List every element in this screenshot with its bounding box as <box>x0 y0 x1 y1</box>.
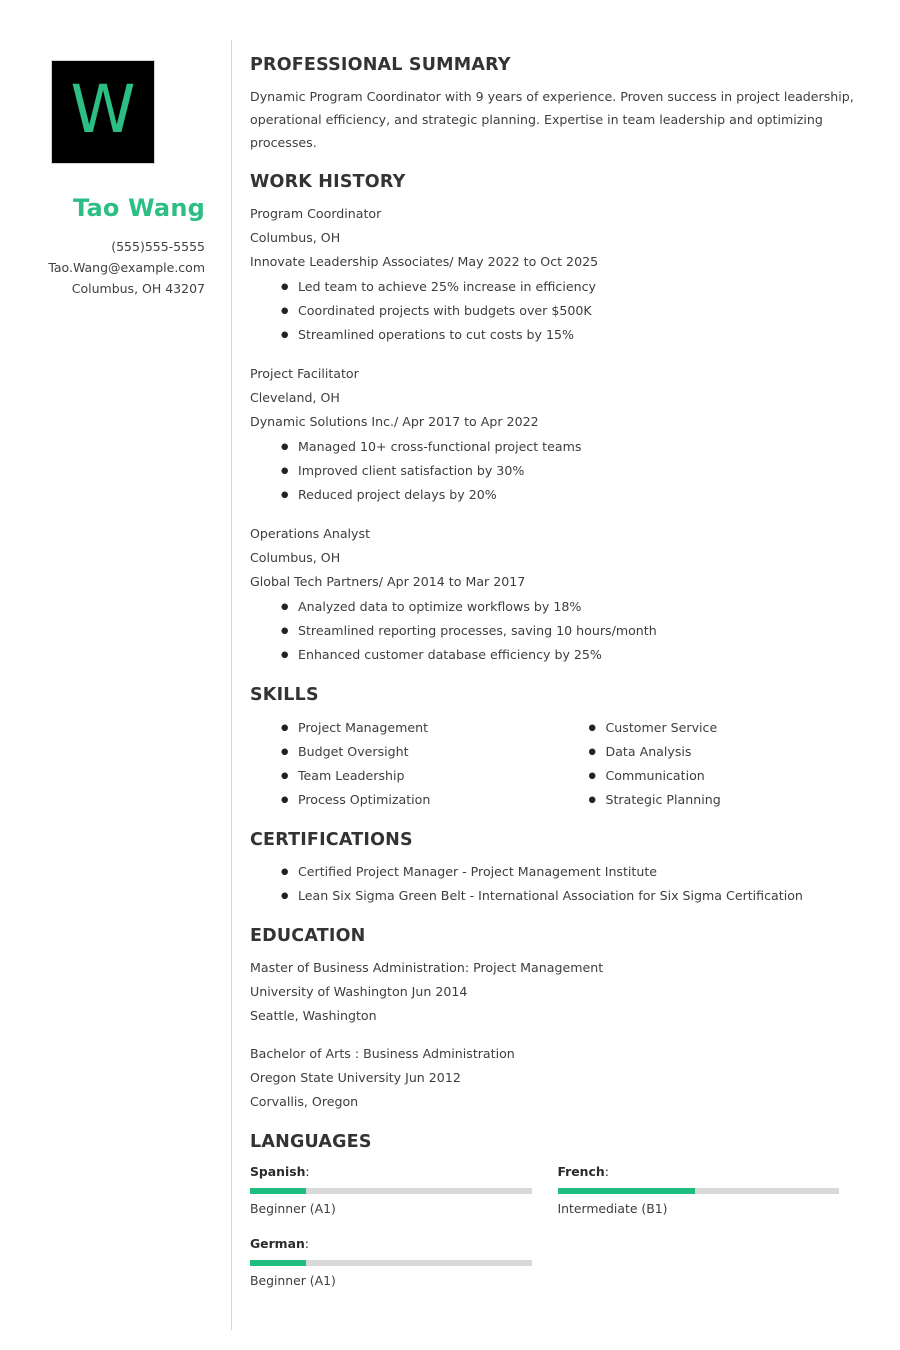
certification-item: ● Certified Project Manager - Project Management Institute <box>281 860 865 884</box>
section-languages <box>250 1132 865 1306</box>
education-item <box>250 1042 865 1114</box>
monogram-logo <box>51 60 155 164</box>
job-bullet: ● Managed 10+ cross-functional project teams <box>281 435 865 459</box>
section-professional-summary <box>250 55 865 154</box>
job-role: Program Coordinator <box>250 206 382 221</box>
language-progress-bar <box>558 1188 840 1194</box>
contact-email: Tao.Wang@example.com <box>48 259 205 275</box>
skill-item: ● Communication <box>589 764 866 788</box>
resume-main <box>232 0 900 1350</box>
language-level: Beginner (A1) <box>250 1201 336 1216</box>
job-bullet: ● Improved client satisfaction by 30% <box>281 459 865 483</box>
job-bullet: ● Enhanced customer database efficiency by 25% <box>281 643 865 667</box>
skill-item: ● Strategic Planning <box>589 788 866 812</box>
section-title-certifications: CERTIFICATIONS <box>250 830 413 850</box>
education-school: Oregon State University Jun 2012 <box>250 1070 461 1085</box>
language-level: Beginner (A1) <box>250 1273 336 1288</box>
job-company-dates: Innovate Leadership Associates/ May 2022 to Oct 2025 <box>250 254 599 269</box>
section-work-history <box>250 172 865 667</box>
language-item <box>558 1162 866 1219</box>
section-title-summary: PROFESSIONAL SUMMARY <box>250 55 511 75</box>
language-name: Spanish: <box>250 1164 310 1179</box>
education-location: Corvallis, Oregon <box>250 1094 359 1109</box>
language-name: German: <box>250 1236 309 1251</box>
language-progress-fill <box>558 1188 696 1194</box>
skill-item: ● Project Management <box>281 716 558 740</box>
education-school: University of Washington Jun 2014 <box>250 984 468 999</box>
contact-location: Columbus, OH 43207 <box>71 280 205 296</box>
skill-item: ● Budget Oversight <box>281 740 558 764</box>
language-item <box>250 1162 558 1219</box>
language-progress-bar <box>250 1188 532 1194</box>
job-company-dates: Dynamic Solutions Inc./ Apr 2017 to Apr 2022 <box>250 414 539 429</box>
skill-item: ● Data Analysis <box>589 740 866 764</box>
resume-sidebar <box>0 0 232 1350</box>
skills-column-left <box>250 715 558 812</box>
job-bullet: ● Streamlined operations to cut costs by 15% <box>281 323 865 347</box>
job-bullet: ● Led team to achieve 25% increase in efficiency <box>281 275 865 299</box>
work-history-item <box>250 202 865 347</box>
section-certifications <box>250 830 865 908</box>
job-bullets <box>250 435 865 507</box>
skill-item: ● Process Optimization <box>281 788 558 812</box>
section-title-skills: SKILLS <box>250 685 319 705</box>
column-divider <box>231 40 232 1330</box>
work-history-item <box>250 522 865 667</box>
skills-list-left <box>250 716 558 812</box>
contact-phone: (555)555-5555 <box>111 238 205 254</box>
language-colon: : <box>304 1236 309 1251</box>
contact-block <box>0 236 205 299</box>
language-name: French: <box>557 1164 609 1179</box>
job-bullet: ● Reduced project delays by 20% <box>281 483 865 507</box>
candidate-name: Tao Wang <box>73 194 205 222</box>
job-company-dates: Global Tech Partners/ Apr 2014 to Mar 2017 <box>250 574 526 589</box>
skills-grid <box>250 715 865 812</box>
job-bullets <box>250 595 865 667</box>
section-title-work-history: WORK HISTORY <box>250 172 406 192</box>
skills-column-right <box>558 715 866 812</box>
skills-list-right <box>558 716 866 812</box>
language-colon: : <box>305 1164 310 1179</box>
job-location: Columbus, OH <box>250 230 341 245</box>
education-item <box>250 956 865 1028</box>
job-location: Cleveland, OH <box>250 390 340 405</box>
work-history-list <box>250 202 865 667</box>
job-role: Project Facilitator <box>250 366 359 381</box>
certification-item: ● Lean Six Sigma Green Belt - International Association for Six Sigma Certification <box>281 884 865 908</box>
summary-text: Dynamic Program Coordinator with 9 years of experience. Proven success in project leadership, operational efficiency, and strategic planning. Expertise in team leadership and optimizing processes. <box>250 89 854 150</box>
education-degree: Bachelor of Arts : Business Administration <box>250 1046 515 1061</box>
language-item <box>250 1234 558 1291</box>
education-degree: Master of Business Administration: Project Management <box>250 960 604 975</box>
job-bullet: ● Streamlined reporting processes, saving 10 hours/month <box>281 619 865 643</box>
job-bullet: ● Coordinated projects with budgets over $500K <box>281 299 865 323</box>
education-list <box>250 956 865 1114</box>
languages-grid <box>250 1162 865 1306</box>
section-skills <box>250 685 865 812</box>
section-title-education: EDUCATION <box>250 926 366 946</box>
job-bullet: ● Analyzed data to optimize workflows by 18% <box>281 595 865 619</box>
language-colon: : <box>604 1164 609 1179</box>
logo-container <box>0 60 205 164</box>
section-education <box>250 926 865 1114</box>
monogram-letter: W <box>70 71 135 148</box>
skill-item: ● Team Leadership <box>281 764 558 788</box>
job-role: Operations Analyst <box>250 526 371 541</box>
certifications-list <box>250 860 865 908</box>
language-level: Intermediate (B1) <box>557 1201 668 1216</box>
skill-item: ● Customer Service <box>589 716 866 740</box>
section-title-languages: LANGUAGES <box>250 1132 372 1152</box>
language-progress-fill <box>250 1260 306 1266</box>
job-location: Columbus, OH <box>250 550 341 565</box>
work-history-item <box>250 362 865 507</box>
language-progress-bar <box>250 1260 532 1266</box>
education-location: Seattle, Washington <box>250 1008 377 1023</box>
job-bullets <box>250 275 865 347</box>
language-progress-fill <box>250 1188 306 1194</box>
